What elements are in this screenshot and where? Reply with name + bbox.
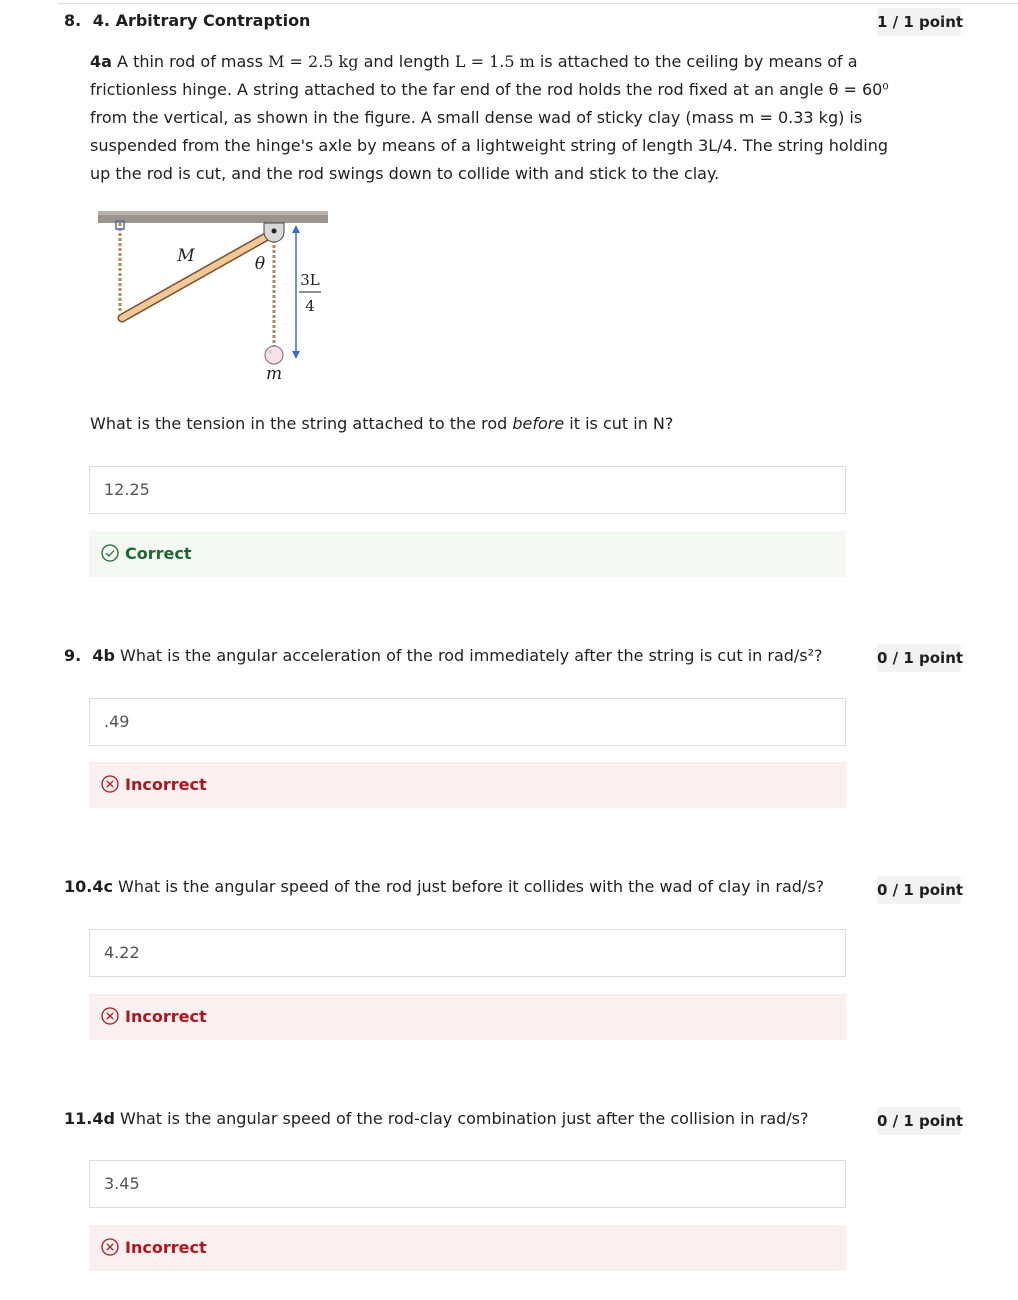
question-11-number: 11. (64, 1109, 93, 1128)
q8-prompt-after: it is cut in N? (564, 414, 674, 433)
q8-line2: frictionless hinge. A string attached to the far end of the rod holds the rod fixed at an angle θ = 60⁰ (90, 80, 889, 99)
question-8-body (90, 48, 889, 188)
question-8-title: 4. Arbitrary Contraption (92, 11, 311, 30)
question-11-label: 4d (92, 1109, 115, 1128)
question-10-text: What is the angular speed of the rod just before it collides with the wad of clay in rad/s? (112, 877, 825, 896)
question-11-answer-field[interactable]: 3.45 (89, 1160, 846, 1208)
q8-line1-a: A thin rod of mass (117, 52, 269, 71)
q8-line1-d: L = 1.5 m (454, 52, 535, 71)
length-numerator: 3L (300, 271, 320, 289)
question-8-label: 4a (90, 52, 112, 71)
q8-line4: suspended from the hinge's axle by means of a lightweight string of length 3L/4. The string holding (90, 136, 889, 155)
length-arrow-bottom (292, 351, 300, 359)
question-11-header (64, 1109, 809, 1128)
question-11-feedback-text: Incorrect (125, 1238, 207, 1257)
question-9-header (64, 646, 823, 665)
question-11-feedback (89, 1225, 846, 1271)
question-10-feedback-text: Incorrect (125, 1007, 207, 1026)
question-10-number: 10. (64, 877, 93, 896)
hinge-axle (272, 229, 277, 234)
q8-line3: from the vertical, as shown in the figure. A small dense wad of sticky clay (mass m = 0.33 kg) is (90, 108, 863, 127)
question-8-header (64, 11, 310, 30)
check-circle-icon (101, 544, 119, 562)
question-9-feedback-text: Incorrect (125, 775, 207, 794)
clay-wad (265, 346, 283, 364)
q8-prompt-before: What is the tension in the string attached to the rod (90, 414, 513, 433)
q8-line1-e: is attached to the ceiling by means of a (534, 52, 858, 71)
question-10-header (64, 877, 824, 896)
clay-mass-label: m (265, 364, 283, 384)
question-8-feedback (89, 531, 846, 577)
question-9-points: 0 / 1 point (877, 644, 961, 672)
question-8-points: 1 / 1 point (877, 8, 961, 36)
question-8-number: 8. (64, 11, 82, 30)
question-9-number: 9. (64, 646, 82, 665)
question-9-label: 4b (92, 646, 115, 665)
length-arrow-top (292, 225, 300, 233)
q8-line1-c: and length (358, 52, 455, 71)
angle-label: θ (254, 254, 266, 274)
rod-mass-label: M (177, 246, 195, 266)
x-circle-icon (101, 775, 119, 793)
rod (122, 233, 273, 318)
top-divider (58, 3, 1018, 4)
question-8-feedback-text: Correct (125, 544, 192, 563)
question-8-prompt (90, 414, 673, 433)
x-circle-icon (101, 1238, 119, 1256)
question-11-text: What is the angular speed of the rod-clay combination just after the collision in rad/s? (114, 1109, 809, 1128)
question-10-label: 4c (92, 877, 113, 896)
question-11-points: 0 / 1 point (877, 1107, 961, 1135)
q8-prompt-emph: before (512, 414, 565, 433)
q8-line5: up the rod is cut, and the rod swings down to collide with and stick to the clay. (90, 164, 720, 183)
question-9-text: What is the angular acceleration of the rod immediately after the string is cut in rad/s²? (114, 646, 823, 665)
contraption-figure (90, 205, 340, 390)
question-9-feedback (89, 762, 846, 808)
question-10-answer-field[interactable]: 4.22 (89, 929, 846, 977)
q8-line1-b: M = 2.5 kg (268, 52, 359, 71)
question-10-feedback (89, 994, 846, 1040)
length-denominator: 4 (305, 297, 315, 315)
clay-texture (268, 350, 272, 354)
ceiling-texture (98, 211, 328, 215)
question-9-answer-field[interactable]: .49 (89, 698, 846, 746)
x-circle-icon (101, 1007, 119, 1025)
question-8-answer-field[interactable]: 12.25 (89, 466, 846, 514)
question-10-points: 0 / 1 point (877, 876, 961, 904)
